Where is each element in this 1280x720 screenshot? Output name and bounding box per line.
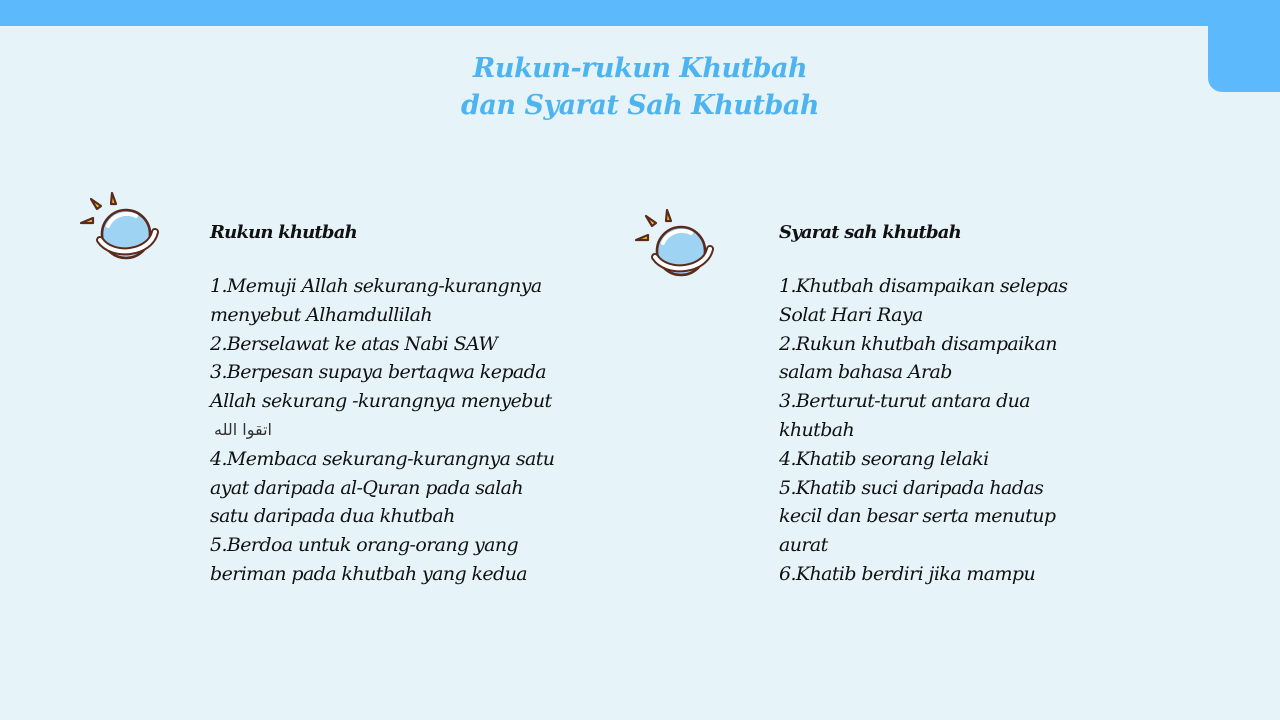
list-item: kecil dan besar serta menutup: [779, 505, 1056, 528]
list-item: beriman pada khutbah yang kedua: [210, 562, 527, 585]
list-item: khutbah: [779, 418, 855, 441]
planet-icon: [633, 207, 717, 283]
list-item: 2.Berselawat ke atas Nabi SAW: [210, 332, 498, 355]
title-line-2: dan Syarat Sah Khutbah: [461, 90, 819, 121]
list-item: satu daripada dua khutbah: [210, 505, 455, 528]
list-item: aurat: [779, 534, 828, 557]
slide-title: [340, 50, 940, 124]
list-item: 4.Khatib seorang lelaki: [779, 447, 989, 470]
syarat-sah-khutbah-heading: Syarat sah khutbah: [779, 222, 961, 243]
list-item: 6.Khatib berdiri jika mampu: [779, 562, 1036, 585]
rukun-khutbah-heading: Rukun khutbah: [210, 222, 357, 243]
list-item: 5.Khatib suci daripada hadas: [779, 476, 1044, 499]
top-accent-bar: [0, 0, 1280, 26]
arabic-phrase: اتقوا الله: [214, 419, 272, 439]
list-item: ayat daripada al-Quran pada salah: [210, 476, 523, 499]
list-item: Allah sekurang -kurangnya menyebut: [210, 390, 552, 413]
list-item: 4.Membaca sekurang-kurangnya satu: [210, 447, 555, 470]
list-item: 3.Berturut-turut antara dua: [779, 390, 1031, 413]
list-item: menyebut Alhamdullilah: [210, 303, 432, 326]
list-item: 5.Berdoa untuk orang-orang yang: [210, 534, 519, 557]
rukun-khutbah-list: [210, 272, 554, 589]
syarat-sah-khutbah-list: [779, 272, 1067, 589]
title-line-1: Rukun-rukun Khutbah: [472, 53, 808, 84]
list-item: Solat Hari Raya: [779, 303, 923, 326]
corner-accent-tab: [1208, 0, 1280, 92]
planet-icon: [78, 190, 162, 266]
list-item: salam bahasa Arab: [779, 361, 952, 384]
list-item: 1.Memuji Allah sekurang-kurangnya: [210, 275, 542, 297]
list-item: 2.Rukun khutbah disampaikan: [779, 332, 1057, 355]
list-item: 1.Khutbah disampaikan selepas: [779, 275, 1068, 297]
list-item: 3.Berpesan supaya bertaqwa kepada: [210, 361, 546, 384]
